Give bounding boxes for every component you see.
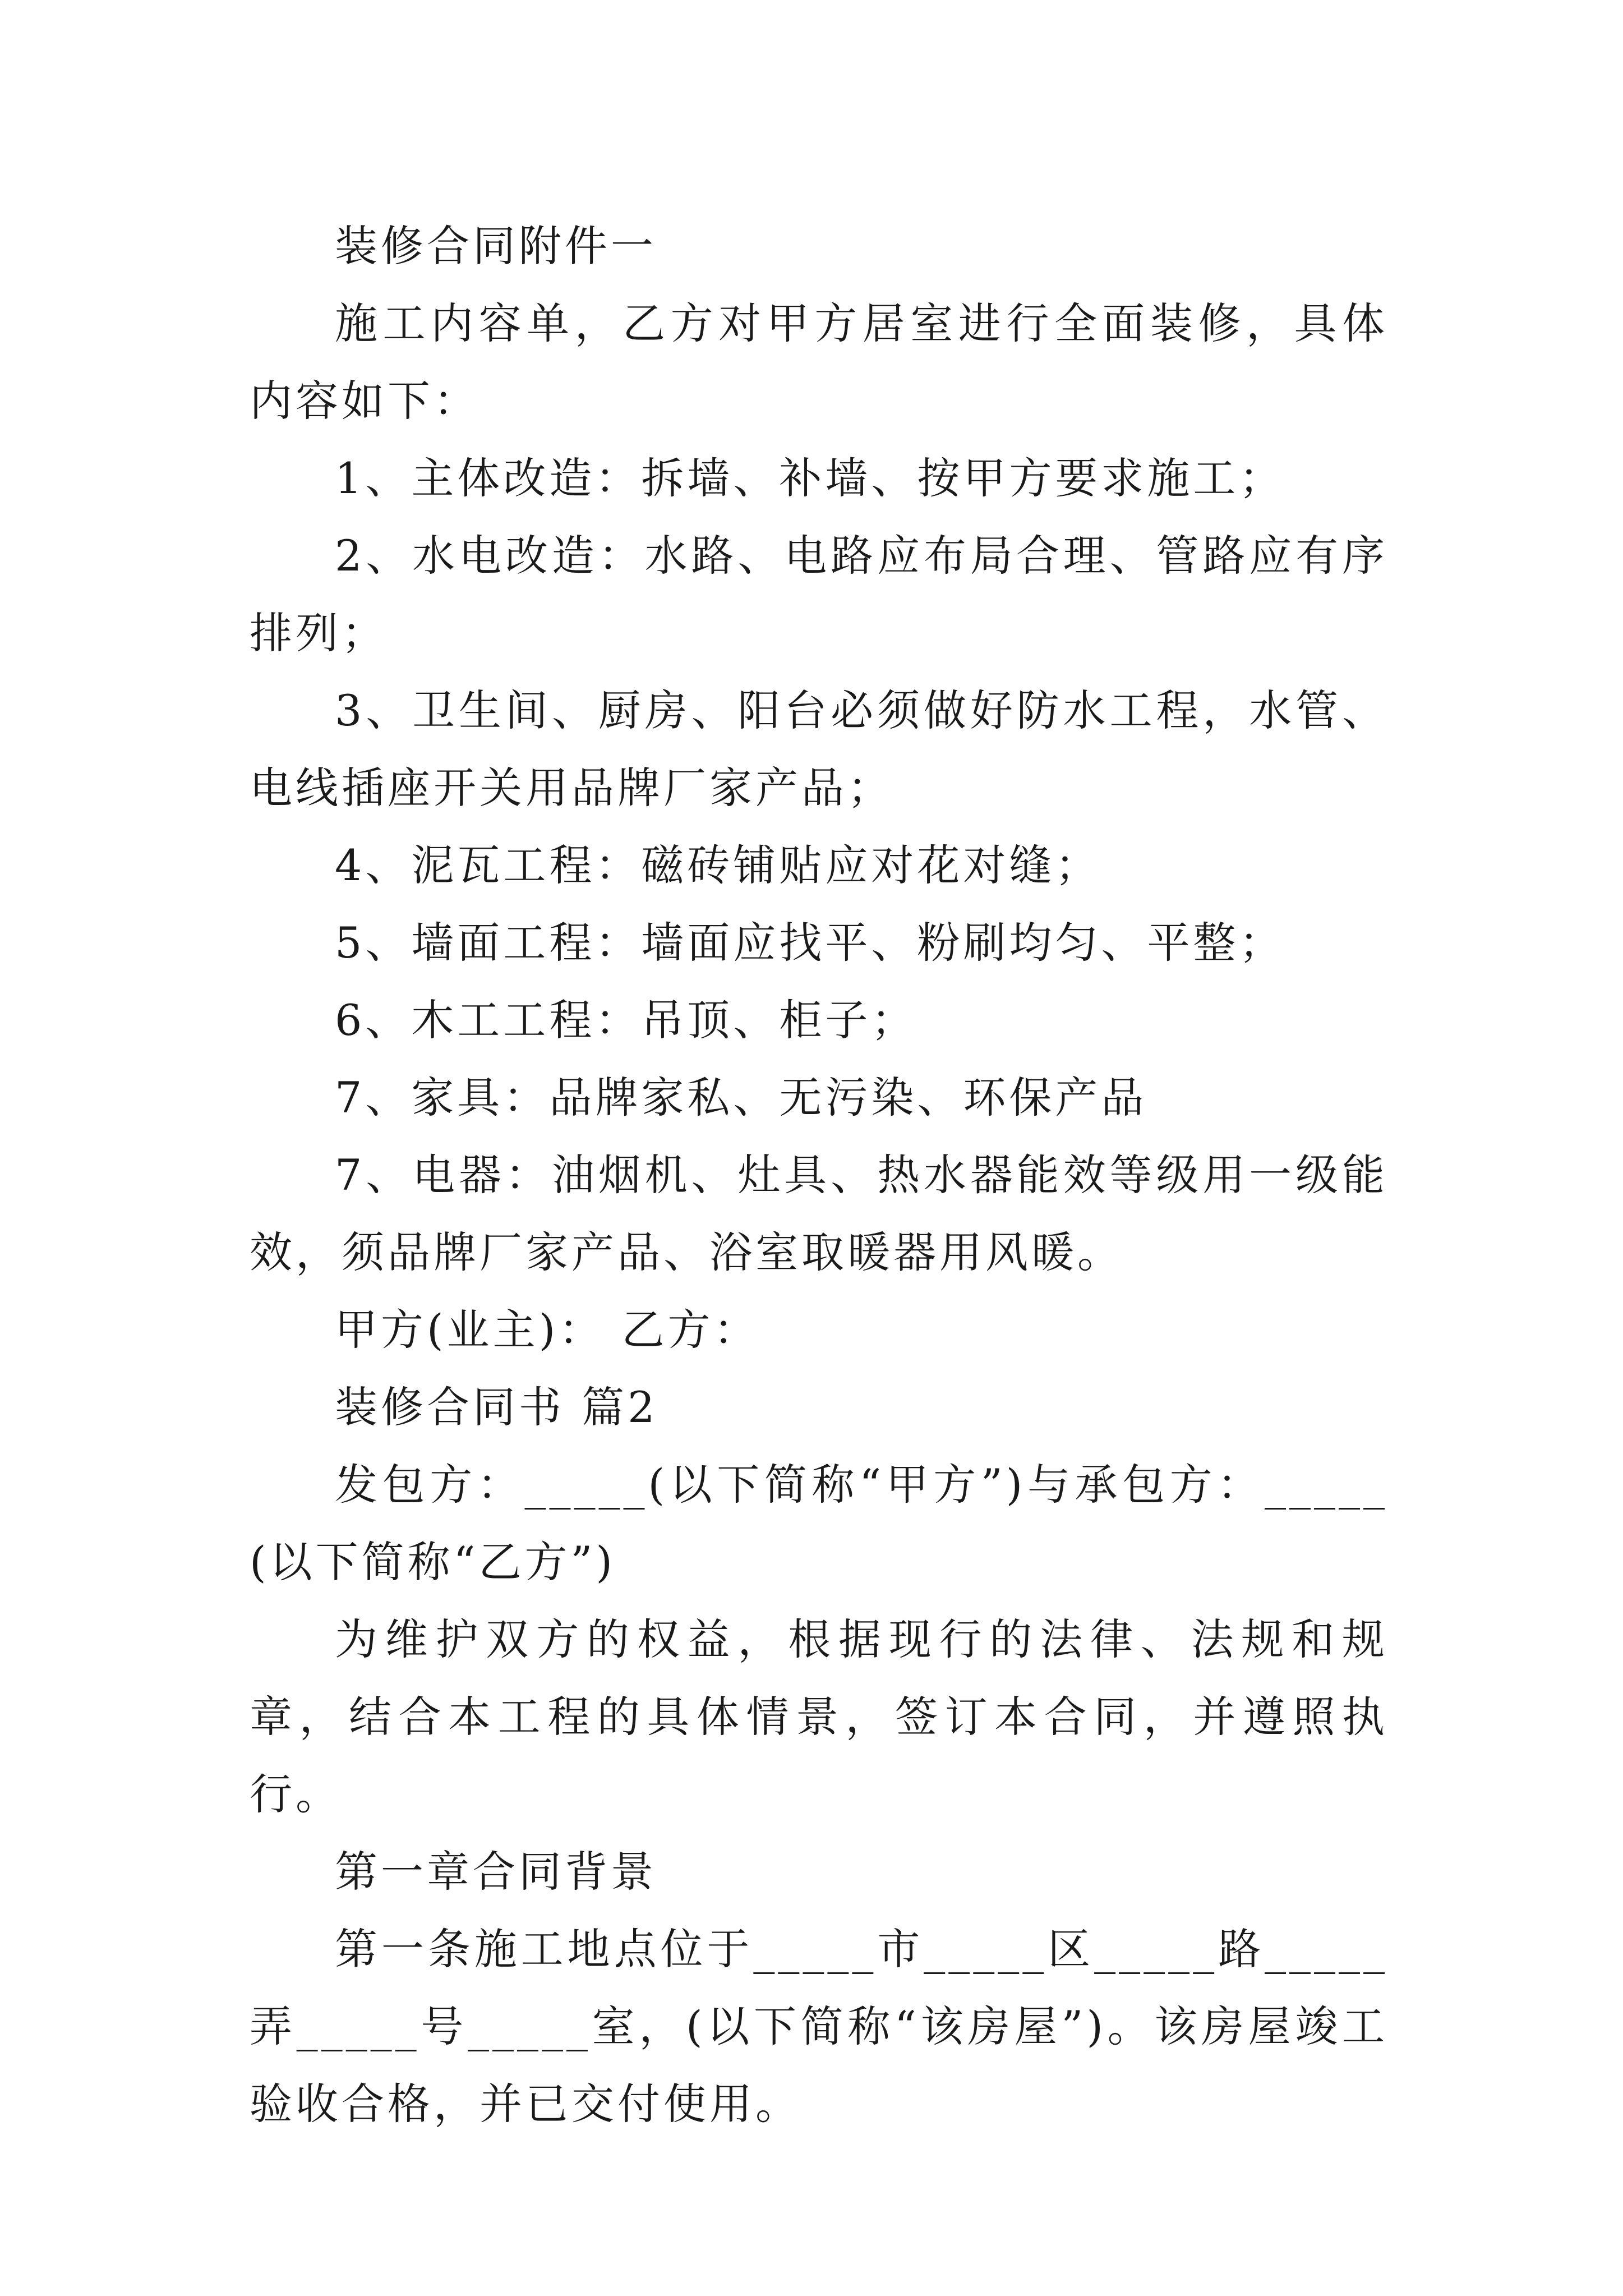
article-one: 第一条施工地点位于_____市_____区_____路_____弄_____号_____室，(以下简称“该房屋”)。该房屋竣工验收合格，并已交付使用。 [250,1924,1388,2129]
contract-title-part2: 装修合同书 篇2 [335,1382,658,1432]
purpose-clause: 为维护双方的权益，根据现行的法律、法规和规章，结合本工程的具体情景，签订本合同，并遵照执行。 [250,1614,1388,1819]
list-item-walls: 5、墙面工程：墙面应找平、粉刷均匀、平整； [335,918,1285,968]
list-item-structure: 1、主体改造：拆墙、补墙、按甲方要求施工； [335,453,1285,503]
list-item-plumbing-electrical: 2、水电改造：水路、电路应布局合理、管路应有序排列； [250,531,1388,658]
list-item-carpentry: 6、木工工程：吊顶、柜子； [335,995,917,1045]
document-body [250,208,1388,2143]
construction-scope-intro: 施工内容单，乙方对甲方居室进行全面装修，具体内容如下： [250,298,1388,426]
list-item-tiling: 4、泥瓦工程：磁砖铺贴应对花对缝； [335,840,1101,890]
list-item-waterproofing: 3、卫生间、厨房、阳台必须做好防水工程，水管、电线插座开关用品牌厂家产品； [250,685,1388,813]
list-item-furniture: 7、家具：品牌家私、无污染、环保产品 [335,1073,1147,1122]
signature-line: 甲方(业主)： 乙方： [335,1305,760,1355]
parties-clause: 发包方：_____(以下简称“甲方”)与承包方：_____(以下简称“乙方”) [250,1460,1388,1587]
chapter-heading: 第一章合同背景 [335,1847,657,1897]
list-item-appliances: 7、电器：油烟机、灶具、热水器能效等级用一级能效，须品牌厂家产品、浴室取暖器用风暖。 [250,1150,1388,1277]
appendix-title: 装修合同附件一 [335,221,657,271]
